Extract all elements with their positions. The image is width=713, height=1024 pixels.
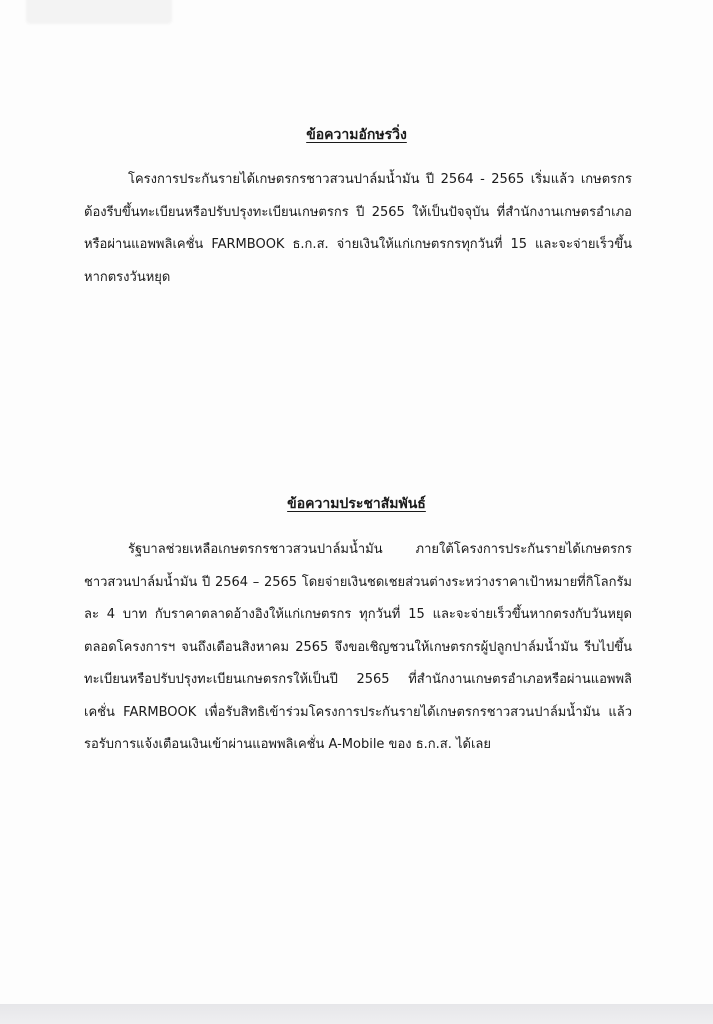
section-heading-marquee-text: ข้อความอักษรวิ่ง — [306, 127, 407, 143]
section-body-marquee: โครงการประกันรายได้เกษตรกรชาวสวนปาล์มน้ำมัน ปี 2564 - 2565 เริ่มแล้ว เกษตรกรต้องรีบขึ้นทะเบียนหรือปรับปรุงทะเบียนเกษตรกร ปี 2565 ให้เป็นปัจจุบัน ที่สำนักงานเกษตรอำเภอ หรือผ่านแอพพลิเคชั่น FARMBOOK ธ.ก.ส. จ่ายเงินให้แก่เกษตรกรทุกวันที่ 15 และจะจ่ายเร็วขึ้นหากตรงวันหยุด — [84, 172, 632, 285]
section-heading-announcement-text: ข้อความประชาสัมพันธ์ — [287, 496, 426, 512]
page-bottom-edge — [0, 1004, 713, 1024]
section-heading-marquee — [0, 124, 713, 146]
section-heading-announcement — [0, 493, 713, 515]
faded-header-remnant — [26, 0, 172, 24]
section-body-announcement: รัฐบาลช่วยเหลือเกษตรกรชาวสวนปาล์มน้ำมัน ภายใต้โครงการประกันรายได้เกษตรกรชาวสวนปาล์มน้ำมัน ปี 2564 – 2565 โดยจ่ายเงินชดเชยส่วนต่างระหว่างราคาเป้าหมายที่กิโลกรัมละ 4 บาท กับราคาตลาดอ้างอิงให้แก่เกษตรกร ทุกวันที่ 15 และจะจ่ายเร็วขึ้นหากตรงกับวันหยุด ตลอดโครงการฯ จนถึงเดือนสิงหาคม 2565 จึงขอเชิญชวนให้เกษตรกรผู้ปลูกปาล์มน้ำมัน รีบไปขึ้นทะเบียนหรือปรับปรุงทะเบียนเกษตรกรให้เป็นปี 2565 ที่สำนักงานเกษตรอำเภอหรือผ่านแอพพลิเคชั่น FARMBOOK เพื่อรับสิทธิเข้าร่วมโครงการประกันรายได้เกษตรกรชาวสวนปาล์มน้ำมัน แล้วรอรับการแจ้งเตือนเงินเข้าผ่านแอพพลิเคชั่น A-Mobile ของ ธ.ก.ส. ได้เลย — [84, 542, 632, 752]
